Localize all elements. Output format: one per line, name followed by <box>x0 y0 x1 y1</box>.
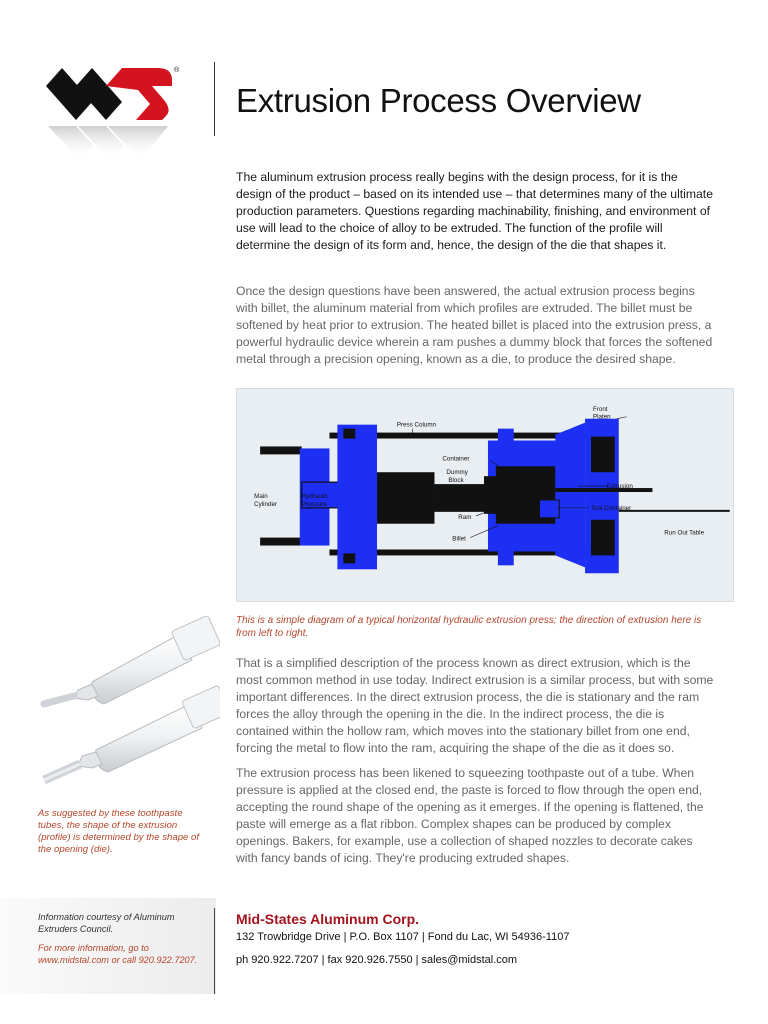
logo-mark <box>46 68 172 120</box>
cylinder-platen <box>337 425 377 570</box>
title-divider <box>214 62 215 136</box>
process-paragraph: Once the design questions have been answered, the actual extrusion process begins with billet, the aluminum material from which profiles are extruded. The billet must be softened by heat prior to extrusion. The heated billet is placed into the extrusion press, a powerful hydraulic device wherein a ram pushes a dummy block that forces the softened metal through a precision opening, known as a die, to produce the desired shape. <box>236 284 713 366</box>
tube-round-opening <box>44 615 220 704</box>
label-front-platen-1: Front <box>592 405 608 413</box>
label-dummy-block-1: Dummy <box>446 469 468 477</box>
intro-paragraph: The aluminum extrusion process really begins with the design process, for it is the design of the product – based on its intended use – that determines many of the ultimate production parameters. Questions regarding machinability, finishing, and environment of use will lead to the choice of alloy to be extruded. The function of the profile will determine the design of its form and, hence, the design of the die that shapes it. <box>236 170 713 252</box>
ram <box>377 472 434 524</box>
label-main-cylinder-1: Main <box>254 492 268 500</box>
company-logo <box>40 62 200 162</box>
toothpaste-tubes-image <box>30 600 220 800</box>
dummy-block <box>484 476 498 514</box>
company-name: Mid-States Aluminum Corp. <box>236 911 420 927</box>
label-main-cylinder-2: Cylinder <box>254 500 278 508</box>
label-hydraulic-pressure-2: Pressure <box>301 500 327 508</box>
label-extrusion: Extrusion <box>606 483 633 491</box>
more-info-text: For more information, go to www.midstal.com or call 920.922.7207. <box>38 943 198 965</box>
label-dummy-block-2: Block <box>448 477 464 485</box>
die-holder <box>555 423 585 568</box>
tool-container <box>539 500 559 518</box>
label-ram: Ram <box>458 513 472 521</box>
rod-left-top <box>260 446 302 454</box>
direct-extrusion-paragraph: That is a simplified description of the process known as direct extrusion, which is the most common method in use today. Indirect extrusion is a similar process, but with some important differences. In the direct extrusion process, the die is stationary and the ram forces the alloy through the opening in the die. In the indirect process, the die is contained within the hollow ram, which moves into the stationary billet from one end, forcing the metal to flow into the ram, acquiring the shape of the die as it does so. <box>236 656 714 755</box>
diagram-caption: This is a simple diagram of a typical horizontal hydraulic extrusion press; the direction of extrusion here is from left to right. <box>236 615 702 639</box>
logo-reflection <box>48 126 168 160</box>
toothpaste-analogy-paragraph: The extrusion process has been likened to squeezing toothpaste out of a tube. When pressure is applied at the closed end, the paste is forced to flow through the open end, accepting the round shape of the opening as it emerges. If the opening is flattened, the paste will emerge as a flat ribbon. Complex shapes can be produced by complex openings. Bakers, for example, use a collection of shaped nozzles to decorate cakes with fancy bands of icing. They're producing extruded shapes. <box>236 766 704 865</box>
label-front-platen-2: Platen <box>592 413 611 421</box>
label-billet: Billet <box>452 535 466 543</box>
rod-left-bottom <box>260 538 302 546</box>
company-address: 132 Trowbridge Drive | P.O. Box 1107 | Fond du Lac, WI 54936-1107 <box>236 931 570 943</box>
label-run-out-table: Run Out Table <box>664 529 705 537</box>
extrusion-press-diagram <box>236 388 734 602</box>
company-contact: ph 920.922.7207 | fax 920.926.7550 | sales@midstal.com <box>236 954 518 966</box>
ram-stem <box>434 484 489 512</box>
run-out-table <box>619 510 730 512</box>
label-press-column: Press Column <box>396 421 436 429</box>
source-credit: Information courtesy of Aluminum Extruders Council. <box>38 912 175 934</box>
page-title: Extrusion Process Overview <box>236 82 641 119</box>
extrusion-profile <box>555 488 652 492</box>
label-hydraulic-pressure-1: Hydraulic <box>301 492 328 500</box>
label-container: Container <box>442 455 470 463</box>
tube-caption: As suggested by these toothpaste tubes, the shape of the extrusion (profile) is determined by the shape of the opening (die). <box>38 808 200 855</box>
registered-mark: ® <box>174 67 180 74</box>
label-tool-container: Tool Container <box>591 504 632 512</box>
footer-divider <box>214 908 215 994</box>
